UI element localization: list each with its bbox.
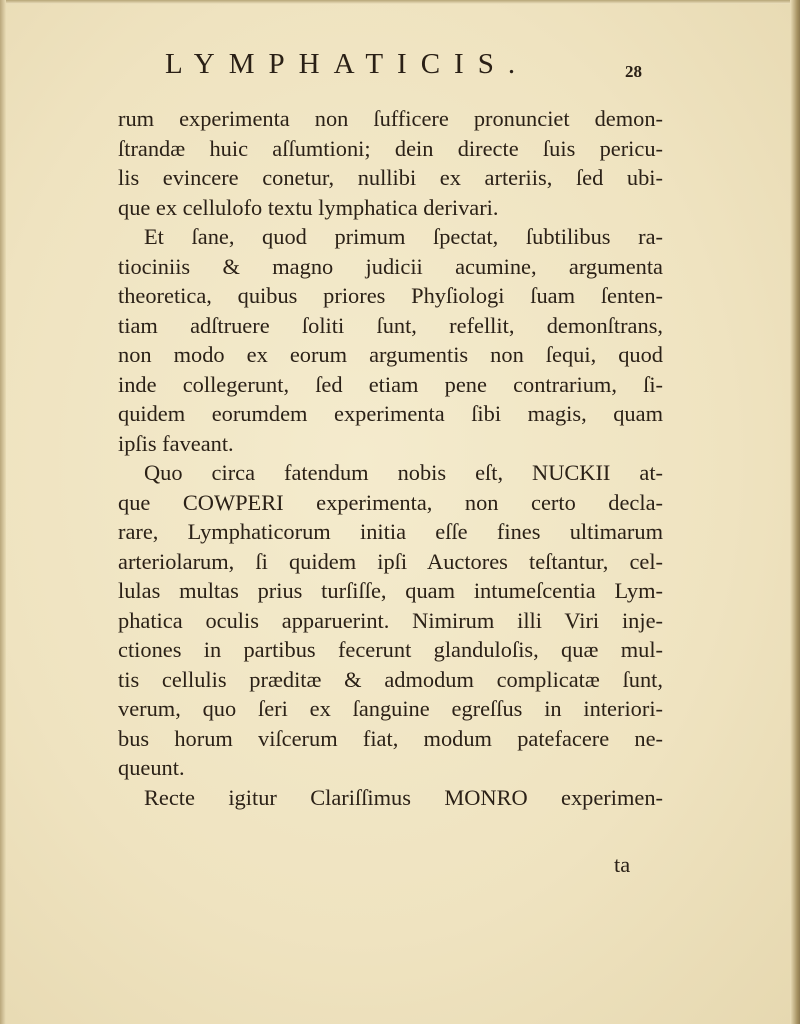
text-line: ſtrandæ huic aſſumtioni; dein directe ſuis pericu- <box>118 135 663 161</box>
text-line: Quo circa fatendum nobis eſt, NUCKII at- <box>144 460 663 485</box>
left-page-edge <box>0 0 6 1024</box>
running-head: LYMPHATICIS. <box>165 48 530 80</box>
text-line: Recte igitur Clariſſimus MONRO experimen- <box>144 784 663 810</box>
text-line: phatica oculis apparuerint. Nimirum illi Viri inje- <box>118 607 663 633</box>
text-line: inde collegerunt, ſed etiam pene contrarium, ſi- <box>118 371 663 397</box>
catchword: ta <box>614 852 631 877</box>
body-text <box>118 104 663 812</box>
text-line: verum, quo ſeri ex ſanguine egreſſus in interiori- <box>118 696 663 721</box>
text-line: bus horum viſcerum fiat, modum patefacere ne- <box>118 725 663 751</box>
text-line: rum experimenta non ſufficere pronunciet demon- <box>118 106 663 131</box>
text-line: ipſis faveant. <box>118 430 234 456</box>
text-line: que ex cellulofo textu lymphatica derivari. <box>118 194 499 220</box>
text-line: que COWPERI experimenta, non certo decla- <box>118 489 663 515</box>
text-line: tiociniis & magno judicii acumine, argumenta <box>118 253 663 279</box>
text-line: rare, Lymphaticorum initia eſſe fines ultimarum <box>118 519 663 544</box>
text-line: lis evincere conetur, nullibi ex arteriis, ſed ubi- <box>118 165 663 190</box>
text-line: lulas multas prius turſiſſe, quam intumeſcentia Lym- <box>118 578 663 603</box>
text-line: tis cellulis præditæ & admodum complicatæ ſunt, <box>118 666 663 692</box>
page-number: 28 <box>625 62 642 81</box>
text-line: tiam adſtruere ſoliti ſunt, refellit, demonſtrans, <box>118 312 663 338</box>
text-line: arteriolarum, ſi quidem ipſi Auctores teſtantur, cel- <box>118 548 663 574</box>
text-line: theoretica, quibus priores Phyſiologi ſuam ſenten- <box>118 283 663 308</box>
text-line: quidem eorumdem experimenta ſibi magis, quam <box>118 401 663 426</box>
text-line: ctiones in partibus fecerunt glanduloſis, quæ mul- <box>118 637 663 662</box>
top-page-edge <box>0 0 800 4</box>
text-line: queunt. <box>118 755 185 780</box>
text-line: non modo ex eorum argumentis non ſequi, quod <box>118 342 663 367</box>
right-page-edge <box>790 0 800 1024</box>
text-line: Et ſane, quod primum ſpectat, ſubtilibus ra- <box>144 224 663 249</box>
